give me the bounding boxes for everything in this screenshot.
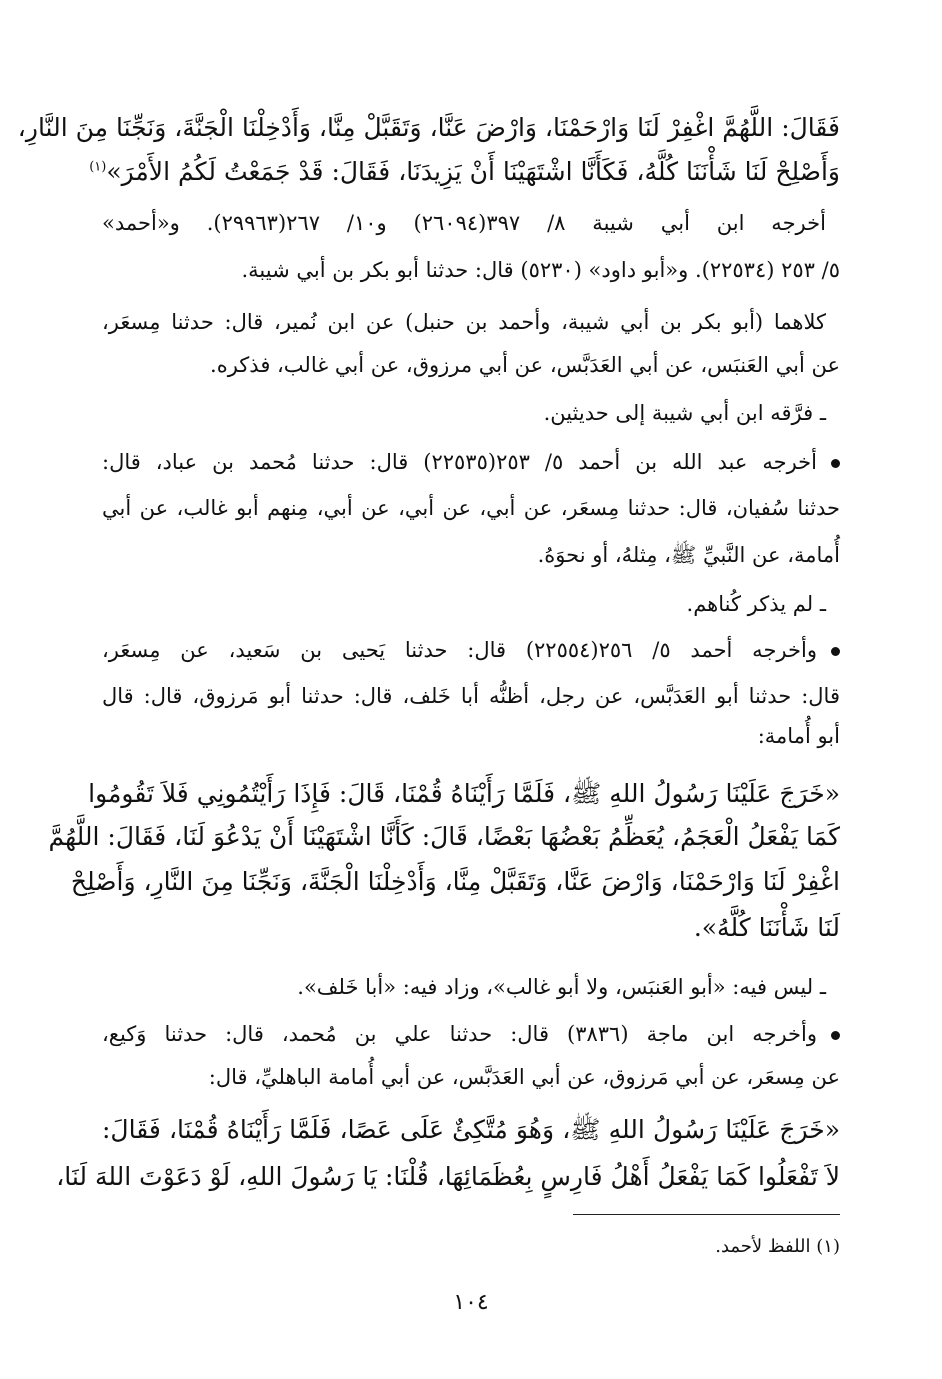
takhrij-line: عن مِسعَر، عن أبي مَرزوق، عن أبي العَدَبَّس، عن أبي أُمامة الباهليِّ، قال: (208, 1065, 840, 1089)
bullet-icon (831, 1031, 840, 1040)
hadith-line: لاَ تَفْعَلُوا كَمَا يَفْعَلُ أَهْلُ فَارِسٍ بِعُظَمَائِهَا، قُلْنَا: يَا رَسُولَ اللهِ، لَوْ دَعَوْتَ اللهَ لَنَا، (56, 1162, 840, 1191)
hadith-line: اغْفِرْ لَنَا وَارْحَمْنَا، وَارْضَ عَنَّا، وَتَقَبَّلْ مِنَّا، وَأَدْخِلْنَا الْجَنَّةَ، وَنَجِّنَا مِنَ النَّارِ، وَأَصْلِحْ (70, 867, 840, 896)
remark-line: ـ ليس فيه: «أبو العَنبَس، ولا أبو غالب»، وزاد فيه: «أبا خَلف». (297, 975, 826, 999)
page-number: ١٠٤ (453, 1290, 489, 1315)
hadith-line: «خَرَجَ عَلَيْنَا رَسُولُ اللهِ ﷺ، وَهُوَ مُتَّكِئٌ عَلَى عَصًا، فَلَمَّا رَأَيْنَاهُ قُمْنَا، فَقَالَ: (102, 1115, 840, 1144)
takhrij-line-text: وأخرجه ابن ماجة (٣٨٣٦) قال: حدثنا علي بن مُحمد، قال: حدثنا وَكيع، (102, 1022, 817, 1046)
bullet-icon (831, 459, 840, 468)
takhrij-line-text: وأخرجه أحمد ٥/ ٢٥٦(٢٢٥٥٤) قال: حدثنا يَحيى بن سَعيد، عن مِسعَر، (102, 638, 817, 662)
footnote: (١) اللفظ لأحمد. (715, 1236, 840, 1257)
takhrij-line (102, 630, 840, 670)
takhrij-line: قال: حدثنا أبو العَدَبَّس، عن رجل، أظنُّه أبا خَلف، قال: حدثنا أبو مَرزوق، قال: قال (102, 684, 840, 708)
takhrij-line (102, 442, 840, 482)
hadith-line-text: وَأَصْلِحْ لَنَا شَأْنَنَا كُلَّهُ، فَكَأَنَّا اشْتَهَيْنَا أَنْ يَزِيدَنَا، فَقَالَ: قَدْ جَمَعْتُ لَكُمُ الأَمْرَ» (106, 157, 840, 186)
takhrij-line (102, 1014, 840, 1054)
takhrij-line: أُمامة، عن النَّبيِّ ﷺ، مِثلهُ، أو نحوَهُ. (537, 543, 840, 567)
chain-line: كلاهما (أبو بكر بن أبي شيبة، وأحمد بن حنبل) عن ابن نُمير، قال: حدثنا مِسعَر، (102, 310, 826, 334)
takhrij-line: أبو أُمامة: (757, 724, 840, 748)
takhrij-line-text: أخرجه عبد الله بن أحمد ٥/ ٢٥٣(٢٢٥٣٥) قال: حدثنا مُحمد بن عباد، قال: (102, 450, 817, 474)
takhrij-line: أخرجه ابن أبي شيبة ٨/ ٣٩٧(٢٦٠٩٤) و١٠/ ٢٦٧(٢٩٩٦٣). و«أحمد» (102, 211, 826, 235)
footnote-divider (573, 1214, 840, 1215)
hadith-line: لَنَا شَأْنَنَا كُلَّهُ». (693, 913, 840, 942)
bullet-icon (831, 647, 840, 656)
footnote-marker: (١) (89, 159, 107, 175)
takhrij-line: ٥/ ٢٥٣ (٢٢٥٣٤). و«أبو داود» (٥٢٣٠) قال: حدثنا أبو بكر بن أبي شيبة. (241, 258, 840, 282)
hadith-line: فَقَالَ: اللَّهُمَّ اغْفِرْ لَنَا وَارْحَمْنَا، وَارْضَ عَنَّا، وَتَقَبَّلْ مِنَّا، وَأَدْخِلْنَا الْجَنَّةَ، وَنَجِّنَا مِنَ النَّارِ، (17, 113, 840, 142)
hadith-line (89, 150, 840, 194)
remark-line: ـ فرَّقه ابن أبي شيبة إلى حديثين. (543, 401, 826, 425)
remark-line: ـ لم يذكر كُناهم. (686, 592, 826, 616)
chain-line: عن أبي العَنبَس، عن أبي العَدَبَّس، عن أبي مرزوق، عن أبي غالب، فذكره. (210, 353, 840, 377)
hadith-line: «خَرَجَ عَلَيْنَا رَسُولُ اللهِ ﷺ، فَلَمَّا رَأَيْنَاهُ قُمْنَا، قَالَ: فَإِذَا رَأَيْتُمُونِي فَلاَ تَقُومُوا (88, 779, 840, 808)
takhrij-line: حدثنا سُفيان، قال: حدثنا مِسعَر، عن أبي، عن أبي، عن أبي، مِنهم أبو غالب، عن أبي (102, 496, 840, 520)
hadith-line: كَمَا يَفْعَلُ الْعَجَمُ، يُعَظِّمُ بَعْضُهَا بَعْضًا، قَالَ: كَأَنَّا اشْتَهَيْنَا أَنْ يَدْعُوَ لَنَا، فَقَالَ: اللَّهُمَّ (48, 822, 840, 851)
